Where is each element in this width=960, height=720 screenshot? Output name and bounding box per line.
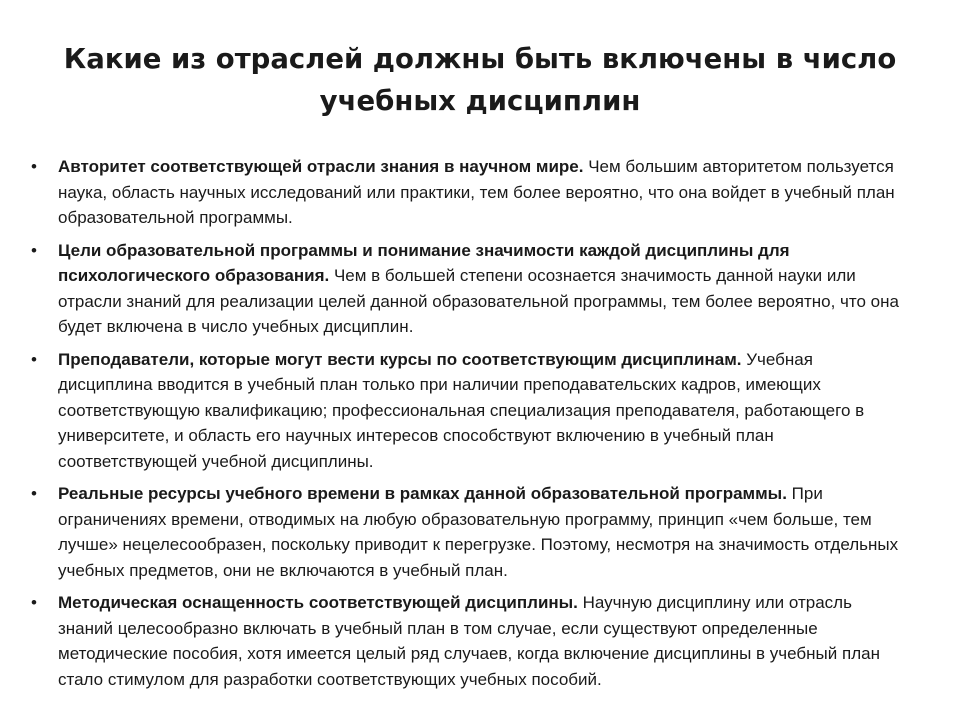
slide-title bbox=[40, 38, 920, 122]
criteria-list bbox=[0, 154, 960, 699]
item-text: Чем большим авторитетом пользуется наука, область научных исследований или практики, тем более вероятно, что она войдет в учебный план образовательной программы. bbox=[58, 157, 895, 227]
list-item bbox=[0, 481, 960, 583]
bullet-icon: • bbox=[31, 349, 37, 369]
bullet-icon: • bbox=[31, 484, 37, 503]
slide-title-line-2: учебных дисциплин bbox=[319, 85, 641, 117]
bullet-icon: • bbox=[31, 593, 37, 612]
item-heading: Цели образовательной программы и понимание значимости каждой дисциплины для психологического образования. bbox=[58, 240, 790, 285]
list-item bbox=[0, 154, 960, 231]
bullet-icon: • bbox=[31, 240, 37, 260]
bullet-icon: • bbox=[31, 157, 37, 176]
list-item bbox=[0, 238, 960, 340]
slide-title-line-1: Какие из отраслей должны быть включены в число bbox=[63, 43, 897, 75]
item-text: Научную дисциплину или отрасль знаний целесообразно включать в учебный план в том случае, если существуют определенные методические пособия, хотя имеется целый ряд случаев, когда включение дисциплины в учебный план стало стимулом для разработки соответствующих учебных пособий. bbox=[58, 593, 880, 689]
item-heading: Реальные ресурсы учебного времени в рамках данной образовательной программы. bbox=[58, 484, 787, 503]
item-text: Учебная дисциплина вводится в учебный план только при наличии преподавательских кадров, имеющих соответствующую квалификацию; профессиональная специализация преподавателя, работающего в университете, и область его научных интересов способствуют включению в учебный план соответствующей учебной дисциплины. bbox=[58, 349, 865, 471]
item-heading: Авторитет соответствующей отрасли знания в научном мире. bbox=[58, 157, 584, 176]
list-item bbox=[0, 347, 960, 475]
item-heading: Методическая оснащенность соответствующей дисциплины. bbox=[58, 593, 578, 612]
list-item bbox=[0, 590, 960, 692]
item-heading: Преподаватели, которые могут вести курсы по соответствующим дисциплинам. bbox=[58, 349, 742, 369]
item-text: При ограничениях времени, отводимых на любую образовательную программу, принцип «чем больше, тем лучше» нецелесообразен, поскольку приводит к перегрузке. Поэтому, несмотря на значимость отдельных учебных предметов, они не включаются в учебный план. bbox=[58, 484, 899, 580]
item-text: Чем в большей степени осознается значимость данной науки или отрасли знаний для реализации целей данной образовательной программы, тем более вероятно, что она будет включена в число учебных дисциплин. bbox=[58, 266, 899, 336]
